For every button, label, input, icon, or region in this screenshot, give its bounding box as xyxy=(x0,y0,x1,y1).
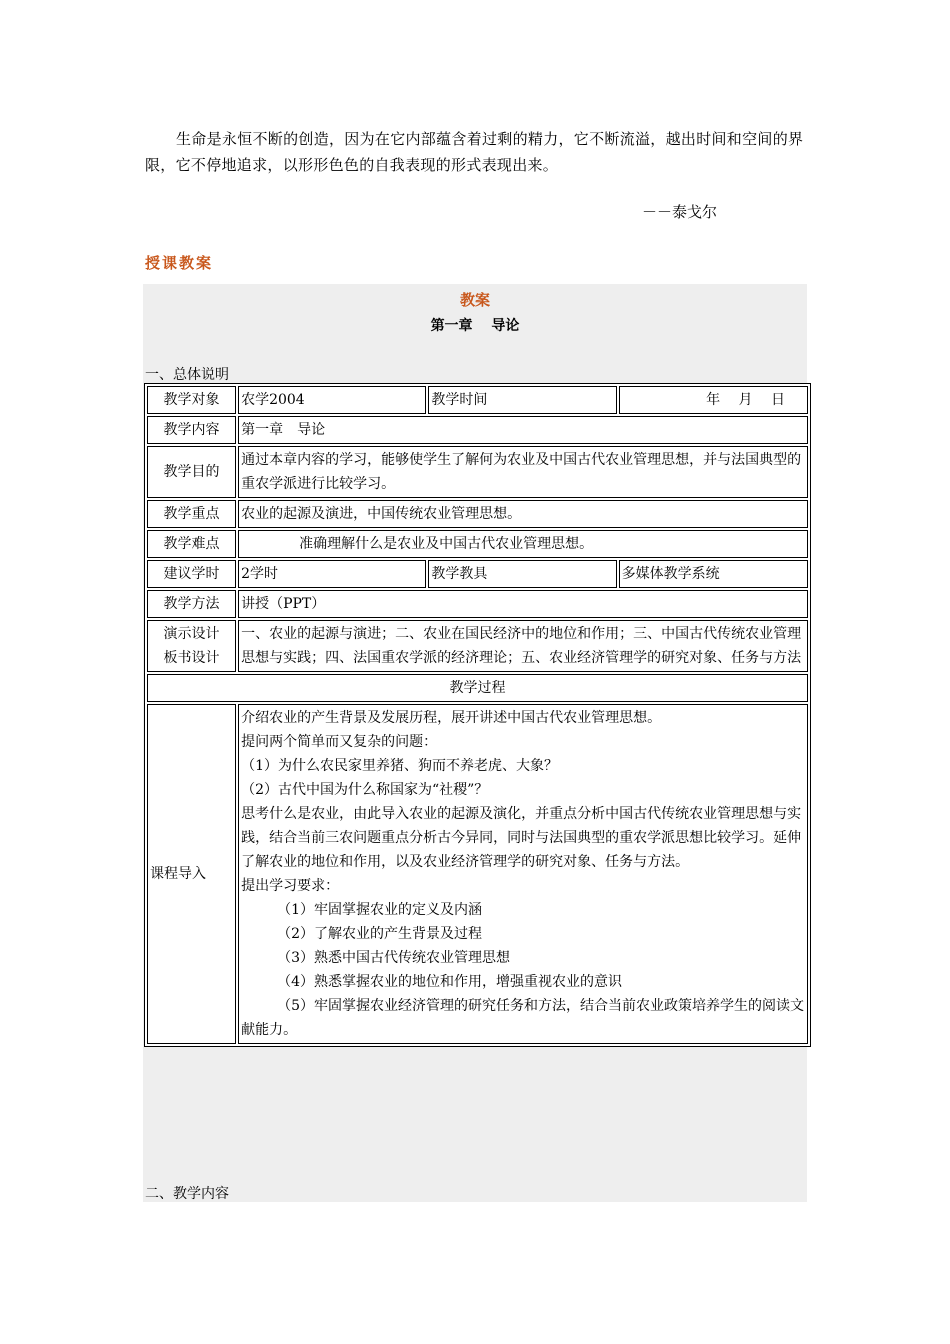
table-row xyxy=(147,446,808,498)
requirement-item: （4）熟悉掌握农业的地位和作用，增强重视农业的意识 xyxy=(277,974,622,990)
label-difficulties: 教学难点 xyxy=(147,530,236,558)
label-teaching-aids: 教学教具 xyxy=(428,560,616,588)
label-teaching-method: 教学方法 xyxy=(147,590,236,618)
intro-line: 介绍农业的产生背景及发展历程，展开讲述中国古代农业管理思想。 xyxy=(241,710,662,726)
value-suggested-hours: 2学时 xyxy=(238,560,426,588)
value-key-points: 农业的起源及演进，中国传统农业管理思想。 xyxy=(238,500,808,528)
table-row xyxy=(147,620,808,672)
subsection-teaching-content: 二、教学内容 xyxy=(145,1186,229,1202)
subsection-overview: 一、总体说明 xyxy=(145,367,229,383)
quote-author: －－泰戈尔 xyxy=(642,203,718,221)
panel-title: 教案 xyxy=(459,291,490,309)
value-teaching-target: 农学2004 xyxy=(238,386,426,414)
value-board-design: 一、农业的起源与演进；二、农业在国民经济中的地位和作用；三、中国古代传统农业管理思想与实践；四、法国重农学派的经济理论；五、农业经济管理学的研究对象、任务与方法 xyxy=(238,620,808,672)
intro-line: 思考什么是农业，由此导入农业的起源及演化，并重点分析中国古代传统农业管理思想与实践，结合当前三农问题重点分析古今异同，同时与法国典型的重农学派思想比较学习。延伸了解农业的地位和作用，以及农业经济管理学的研究对象、任务与方法。 xyxy=(241,806,802,870)
opening-quote: 生命是永恒不断的创造，因为在它内部蕴含着过剩的精力，它不断流溢，越出时间和空间的界限，它不停地追求，以形形色色的自我表现的形式表现出来。 xyxy=(145,130,804,174)
requirement-item: （2）了解农业的产生背景及过程 xyxy=(277,926,482,942)
requirement-item: （1）牢固掌握农业的定义及内涵 xyxy=(277,902,482,918)
label-suggested-hours: 建议学时 xyxy=(147,560,236,588)
table-row xyxy=(147,530,808,558)
label-course-intro: 课程导入 xyxy=(147,704,236,1044)
table-row xyxy=(147,500,808,528)
table-row xyxy=(147,416,808,444)
label-key-points: 教学重点 xyxy=(147,500,236,528)
value-difficulties xyxy=(238,530,808,558)
value-teaching-aids: 多媒体教学系统 xyxy=(619,560,808,588)
difficulties-text: 准确理解什么是农业及中国古代农业管理思想。 xyxy=(299,536,594,552)
label-demo-design: 演示设计 xyxy=(163,626,220,642)
label-board-design xyxy=(147,620,236,672)
table-row xyxy=(147,590,808,618)
table-row xyxy=(147,704,808,1044)
value-teaching-method: 讲授（PPT） xyxy=(238,590,808,618)
label-blackboard-design: 板书设计 xyxy=(163,650,220,666)
label-teaching-target: 教学对象 xyxy=(147,386,236,414)
requirement-item: （3）熟悉中国古代传统农业管理思想 xyxy=(277,950,510,966)
label-teaching-content: 教学内容 xyxy=(147,416,236,444)
requirement-item: （5）牢固掌握农业经济管理的研究任务和方法，结合当前农业政策培养学生的阅读文献能力。 xyxy=(241,998,804,1038)
value-course-intro xyxy=(238,704,808,1044)
value-teaching-content: 第一章 导论 xyxy=(238,416,808,444)
section-heading: 授课教案 xyxy=(145,254,214,272)
intro-question: （1）为什么农民家里养猪、狗而不养老虎、大象？ xyxy=(241,758,558,774)
table-row xyxy=(147,560,808,588)
intro-line: 提问两个简单而又复杂的问题： xyxy=(241,734,438,750)
panel-chapter: 第一章 导论 xyxy=(430,318,520,334)
intro-line: 提出学习要求： xyxy=(241,878,340,894)
label-teaching-purpose: 教学目的 xyxy=(147,446,236,498)
value-teaching-time: 年 月 日 xyxy=(619,386,808,414)
table-row xyxy=(147,386,808,414)
label-teaching-time: 教学时间 xyxy=(428,386,616,414)
table-row xyxy=(147,674,808,702)
process-header: 教学过程 xyxy=(147,674,808,702)
intro-question: （2）古代中国为什么称国家为“社稷”？ xyxy=(241,782,489,798)
lesson-plan-table xyxy=(144,383,811,1047)
value-teaching-purpose: 通过本章内容的学习，能够使学生了解何为农业及中国古代农业管理思想，并与法国典型的重农学派进行比较学习。 xyxy=(238,446,808,498)
